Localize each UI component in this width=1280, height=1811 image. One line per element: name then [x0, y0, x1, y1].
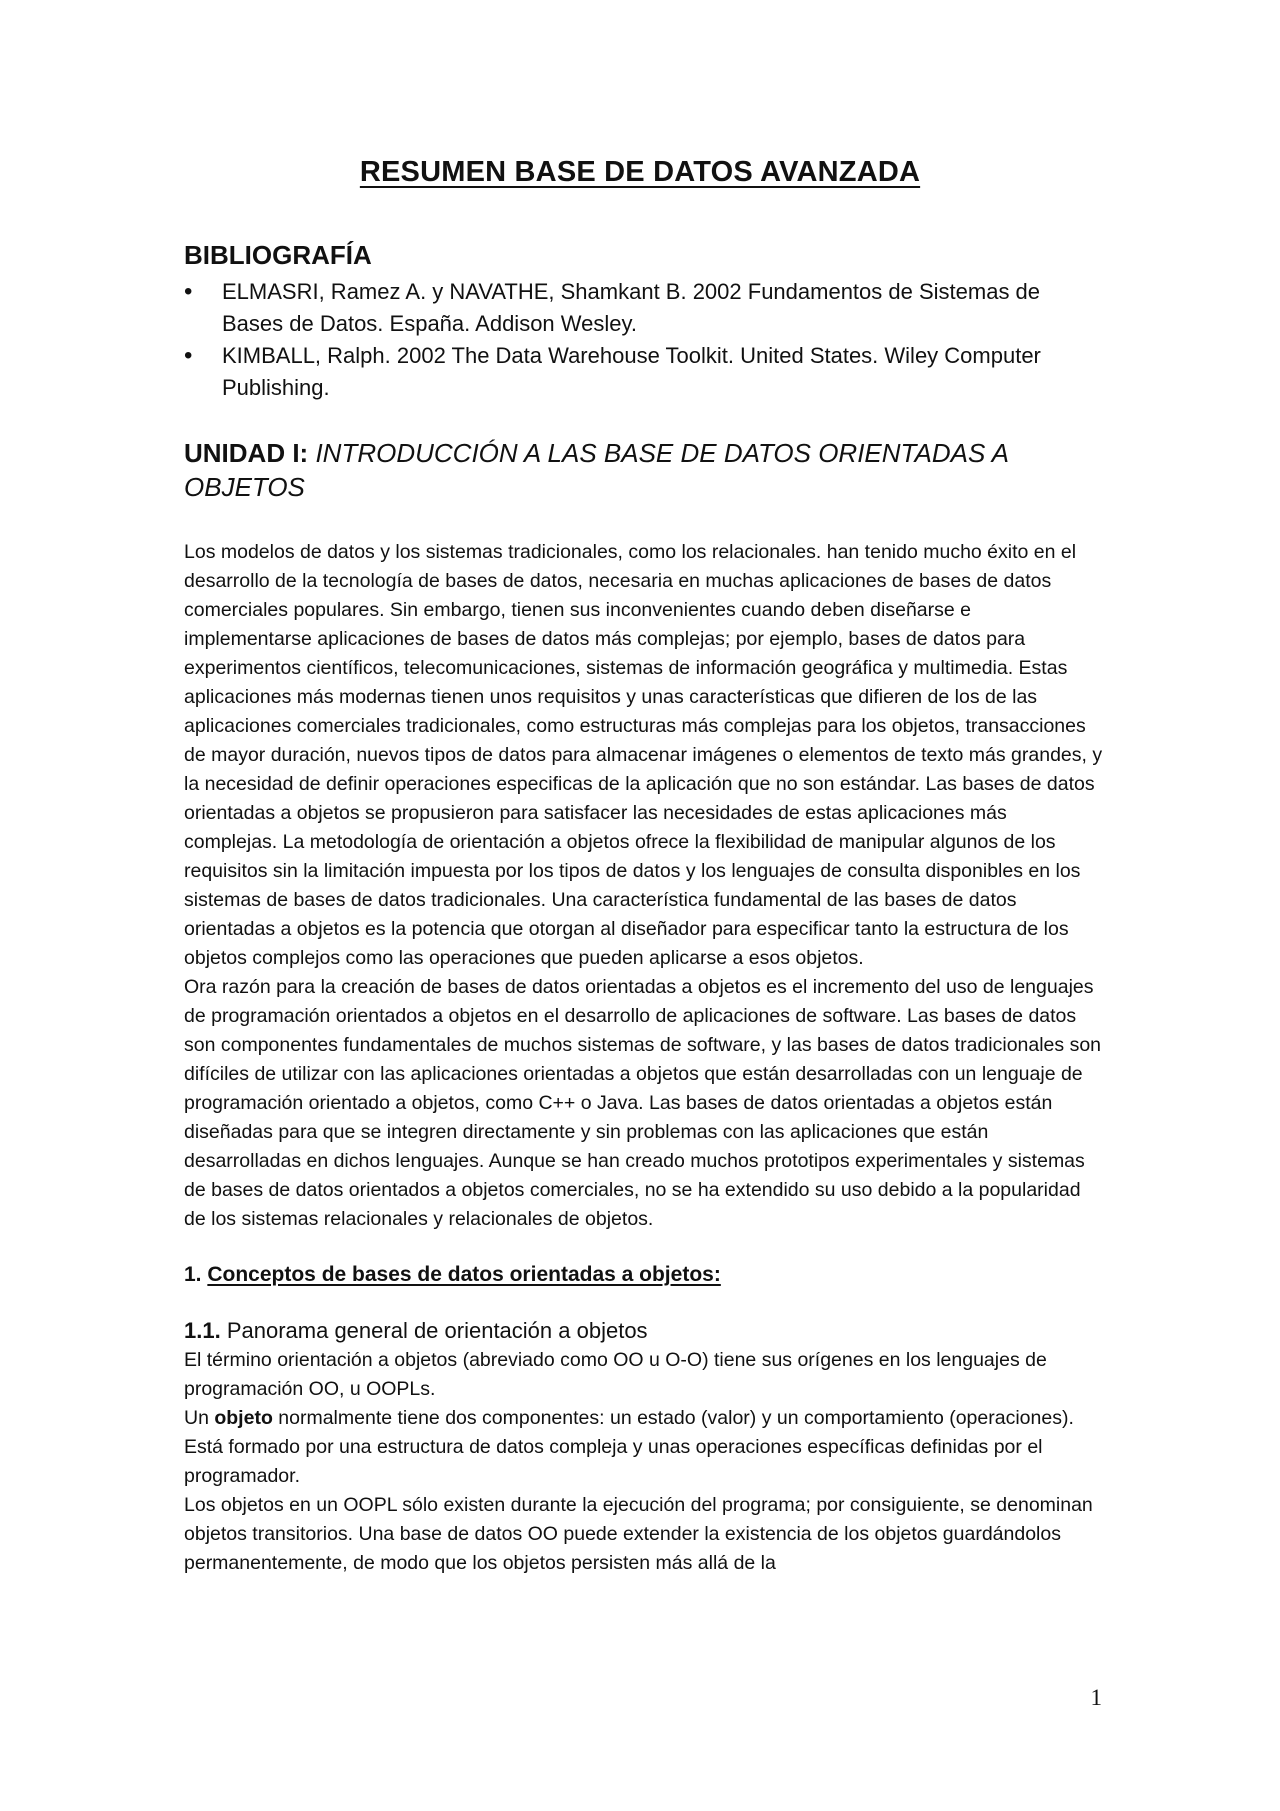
- intro-text: [184, 538, 1104, 1234]
- document-title: [0, 156, 1280, 189]
- section-1-1-number: 1.1.: [184, 1318, 221, 1343]
- section-1-heading: [184, 1260, 1104, 1290]
- section-1-1-heading: [184, 1316, 1104, 1346]
- paragraph: [184, 1404, 1104, 1491]
- paragraph: Ora razón para la creación de bases de datos orientadas a objetos es el incremento del uso de lenguajes de programación orientados a objetos en el desarrollo de aplicaciones de software. Las bases de datos son componentes fundamentales de muchos sistemas de software, y las bases de datos tradicionales son difíciles de utilizar con las aplicaciones orientadas a objetos que están desarrolladas con un lenguaje de programación orientado a objetos, como C++ o Java. Las bases de datos orientadas a objetos están diseñadas para que se integren directamente y sin problemas con las aplicaciones que están desarrolladas en dichos lenguajes. Aunque se han creado muchos prototipos experimentales y sistemas de bases de datos orientados a objetos comerciales, no se ha extendido su uso debido a la popularidad de los sistemas relacionales y relacionales de objetos.: [184, 976, 1102, 1230]
- paragraph: Los objetos en un OOPL sólo existen durante la ejecución del programa; por consiguiente, se denominan objetos transitorios. Una base de datos OO puede extender la existencia de los objetos guardándolos permanentemente, de modo que los objetos persisten más allá de la: [184, 1494, 1093, 1574]
- paragraph-prefix: Un: [184, 1407, 215, 1429]
- bibliography-item: • KIMBALL, Ralph. 2002 The Data Warehouse Toolkit. United States. Wiley Computer Publishing.: [184, 340, 1104, 404]
- paragraph: Los modelos de datos y los sistemas tradicionales, como los relacionales. han tenido mucho éxito en el desarrollo de la tecnología de bases de datos, necesaria en muchas aplicaciones de bases de datos comerciales populares. Sin embargo, tienen sus inconvenientes cuando deben diseñarse e implementarse aplicaciones de bases de datos más complejas; por ejemplo, bases de datos para experimentos científicos, telecomunicaciones, sistemas de información geográfica y multimedia. Estas aplicaciones más modernas tienen unos requisitos y unas características que difieren de los de las aplicaciones comerciales tradicionales, como estructuras más complejas para los objetos, transacciones de mayor duración, nuevos tipos de datos para almacenar imágenes o elementos de texto más grandes, y la necesidad de definir operaciones especificas de la aplicación que no son estándar. Las bases de datos orientadas a objetos se propusieron para satisfacer las necesidades de estas aplicaciones más complejas. La metodología de orientación a objetos ofrece la flexibilidad de manipular algunos de los requisitos sin la limitación impuesta por los tipos de datos y los lenguajes de consulta disponibles en los sistemas de bases de datos tradicionales. Una característica fundamental de las bases de datos orientadas a objetos es la potencia que otorgan al diseñador para especificar tanto la estructura de los objetos complejos como las operaciones que pueden aplicarse a esos objetos.: [184, 541, 1103, 969]
- bibliography-heading: BIBLIOGRAFÍA: [184, 240, 372, 270]
- section-1-1-text: [184, 1346, 1104, 1578]
- document-title-text: RESUMEN BASE DE DATOS AVANZADA: [359, 156, 921, 188]
- unit-title: INTRODUCCIÓN A LAS BASE DE DATOS ORIENTADAS A OBJETOS: [184, 438, 1008, 502]
- bibliography-list: [184, 276, 1104, 404]
- bibliography-item: • ELMASRI, Ramez A. y NAVATHE, Shamkant B. 2002 Fundamentos de Sistemas de Bases de Datos. España. Addison Wesley.: [184, 276, 1104, 340]
- paragraph-rest: normalmente tiene dos componentes: un estado (valor) y un comportamiento (operaciones). Está formado por una estructura de datos compleja y unas operaciones específicas definidas por el programador.: [184, 1407, 1074, 1487]
- document-body: [184, 238, 1104, 1578]
- term-objeto: objeto: [214, 1407, 273, 1429]
- section-1-number: 1.: [184, 1263, 202, 1286]
- section-1-title: Conceptos de bases de datos orientadas a objetos:: [207, 1263, 721, 1286]
- page-number: 1: [1090, 1685, 1102, 1710]
- unit-heading: [184, 436, 1104, 504]
- paragraph: El término orientación a objetos (abreviado como OO u O-O) tiene sus orígenes en los lenguajes de programación OO, u OOPLs.: [184, 1349, 1047, 1400]
- section-1-1-title: Panorama general de orientación a objetos: [226, 1318, 648, 1343]
- unit-label: UNIDAD I:: [184, 438, 309, 468]
